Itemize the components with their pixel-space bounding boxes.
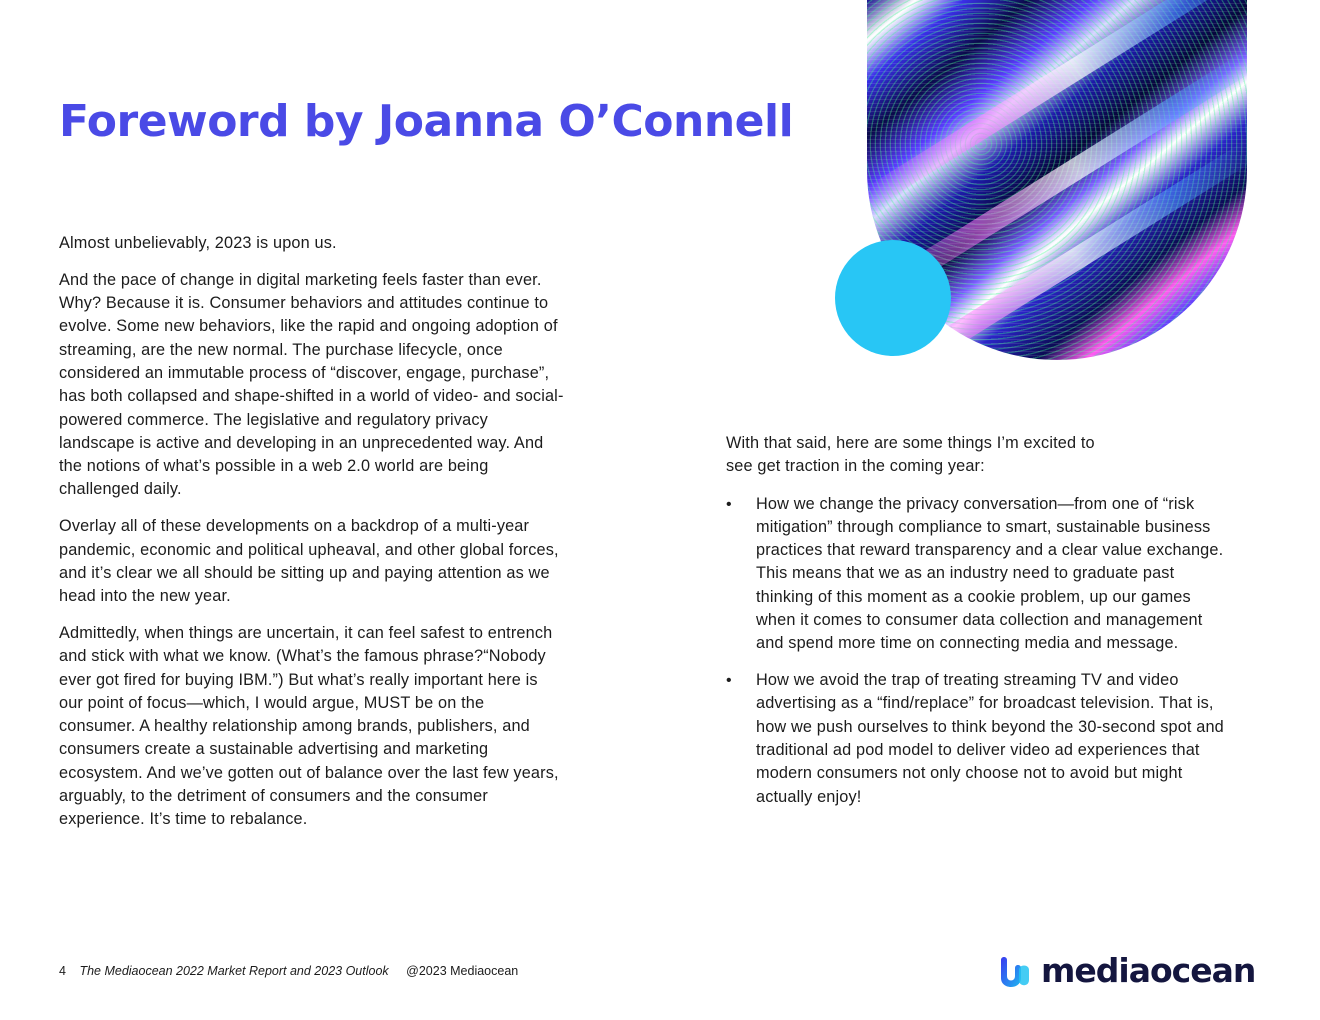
paragraph: Almost unbelievably, 2023 is upon us. xyxy=(59,234,337,252)
decorative-circle xyxy=(835,240,951,356)
copyright: @2023 Mediaocean xyxy=(406,964,519,978)
bullet-item xyxy=(726,493,1226,656)
mediaocean-logo xyxy=(997,950,1267,992)
paragraph: Overlay all of these developments on a backdrop of a multi-year pandemic, economic and political upheaval, and other global forces, and it’s clear we all should be sitting up and paying attention as we head into the new year. xyxy=(59,517,559,606)
right-column xyxy=(726,432,1226,822)
bullet-icon: • xyxy=(726,672,732,690)
page-number: 4 xyxy=(59,964,66,978)
logo-text: mediaocean xyxy=(1041,951,1256,990)
bullet-item xyxy=(726,669,1226,809)
bullet-text: How we change the privacy conversation—from one of “risk mitigation” through compliance to smart, sustainable business practices that reward transparency and a clear value exchange. This means that we as an industry need to graduate past thinking of this moment as a cookie problem, up our games when it comes to consumer data collection and management and spend more time on connecting media and message. xyxy=(756,494,1224,653)
footer xyxy=(59,962,518,980)
bullet-icon: • xyxy=(726,495,732,513)
page-title: Foreword by Joanna O’Connell xyxy=(59,96,794,147)
bullet-text: How we avoid the trap of treating streaming TV and video advertising as a “find/replace” for broadcast television. That is, how we push ourselves to think beyond the 30-second spot and traditional ad pod model to deliver video ad experiences that modern consumers not only choose not to avoid but might actually enjoy! xyxy=(756,671,1224,806)
report-title: The Mediaocean 2022 Market Report and 2023 Outlook xyxy=(79,964,389,978)
left-column xyxy=(59,232,564,845)
paragraph: And the pace of change in digital marketing feels faster than ever. Why? Because it is. Consumer behaviors and attitudes continue to evolve. Some new behaviors, like the rapid and ongoing adoption of streaming, are the new normal. The purchase lifecycle, once considered an immutable process of “discover, engage, purchase”, has both collapsed and shape-shifted in a world of video- and social-powered commerce. The legislative and regulatory privacy landscape is active and developing in an unprecedented way. And the notions of what’s possible in a web 2.0 world are being challenged daily. xyxy=(59,270,564,499)
paragraph: Admittedly, when things are uncertain, it can feel safest to entrench and stick with what we know. (What’s the famous phrase?“Nobody ever got fired for buying IBM.”) But what’s really important here is our point of focus—which, I would argue, MUST be on the consumer. A healthy relationship among brands, publishers, and consumers create a sustainable advertising and marketing ecosystem. And we’ve gotten out of balance over the last few years, arguably, to the detriment of consumers and the consumer experience. It’s time to rebalance. xyxy=(59,623,559,829)
bullet-list xyxy=(726,493,1226,809)
logo-mark-icon xyxy=(997,954,1035,988)
bullets-intro: With that said, here are some things I’m excited to see get traction in the coming year: xyxy=(726,434,1095,476)
